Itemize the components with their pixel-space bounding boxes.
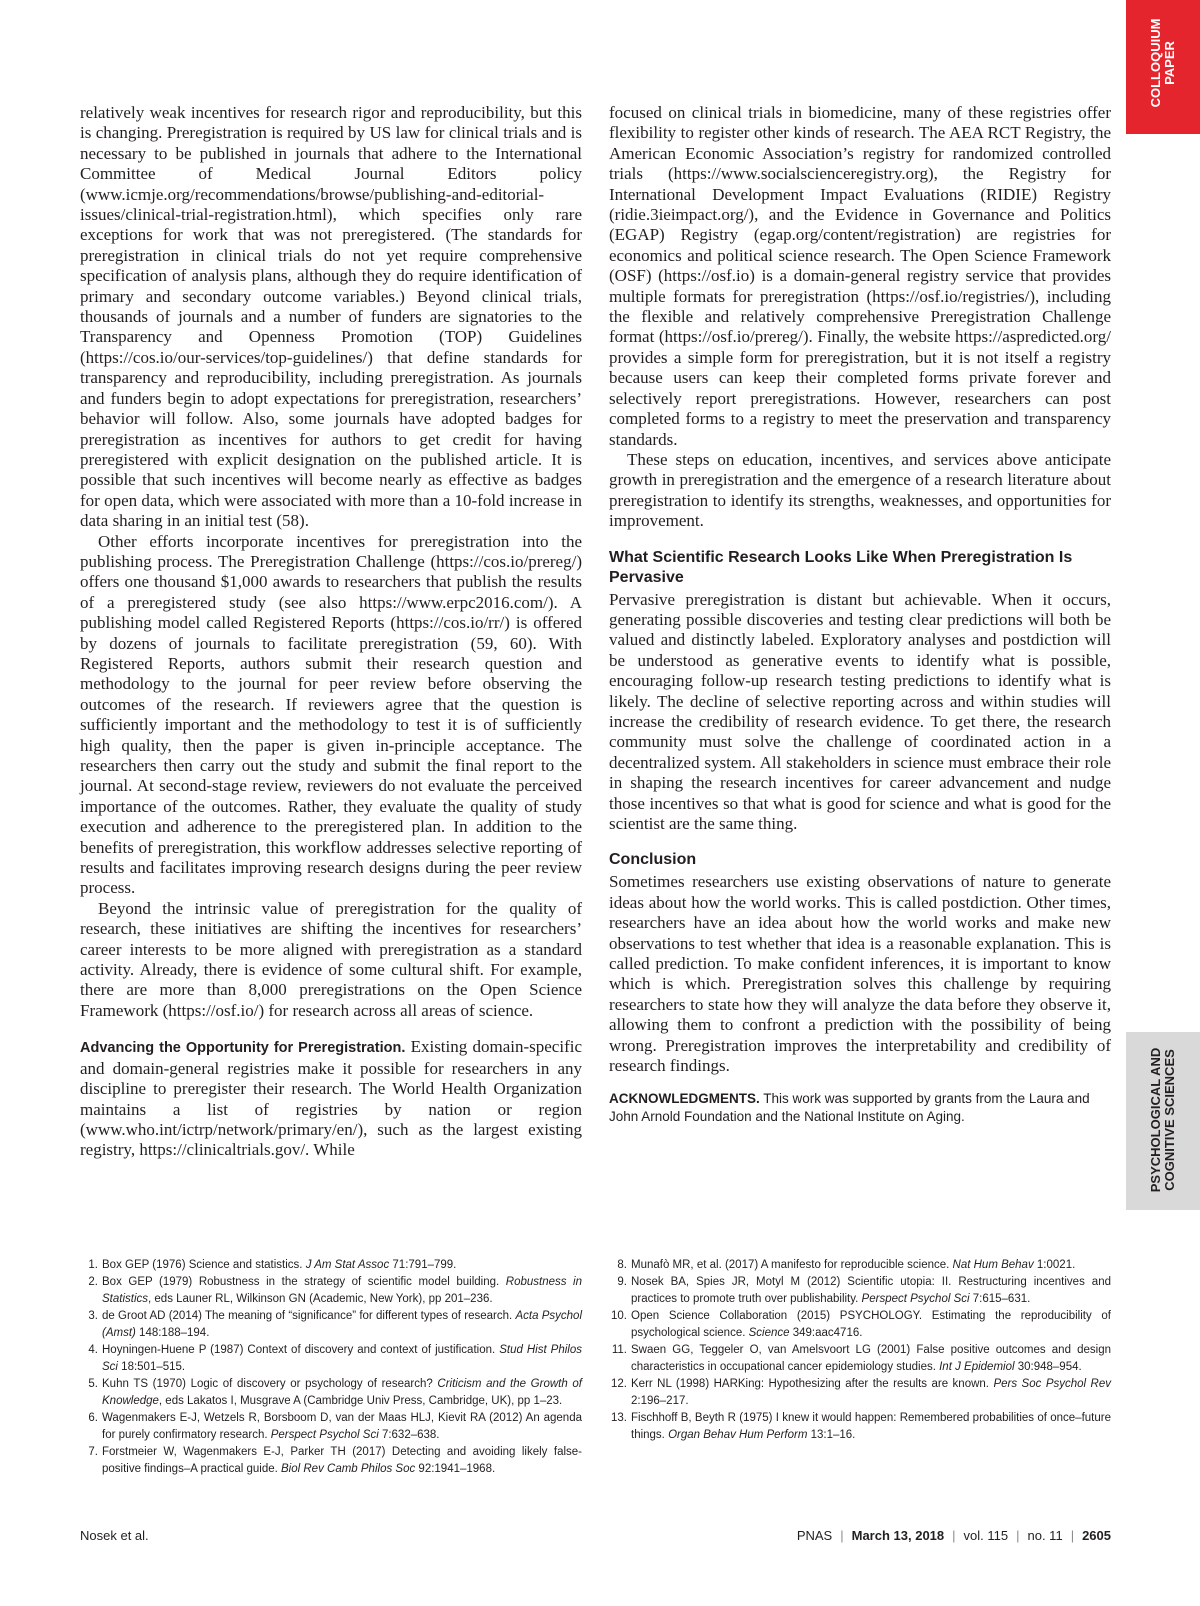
reference-item: 2. Box GEP (1979) Robustness in the strategy of scientific model building. Robustness in Statistics, eds Launer RL, Wilkinson GN (Academic, New York), pp 201–236.: [88, 1276, 583, 1305]
reference-item: 7. Forstmeier W, Wagenmakers E-J, Parker TH (2017) Detecting and avoiding likely false-positive findings–A practical guide. Biol Rev Camb Philos Soc 92:1941–1968.: [88, 1446, 582, 1475]
references-left: [80, 1257, 582, 1478]
reference-item: 8. Munafò MR, et al. (2017) A manifesto for reproducible science. Nat Hum Behav 1:0021.: [617, 1259, 1076, 1271]
reference-item: 6. Wagenmakers E-J, Wetzels R, Borsboom D, van der Maas HLJ, Kievit RA (2012) An agenda for purely confirmatory research. Perspect Psychol Sci 7:632–638.: [88, 1412, 582, 1441]
issue-number: no. 11: [1027, 1528, 1063, 1543]
body-paragraph: Sometimes researchers use existing observations of nature to generate ideas about how the world works. This is called postdiction. Other times, researchers have an idea about how the world works and make new observations to test whether that idea is a reasonable explanation. This is called prediction. To make confident inferences, it is important to know which is which. Preregistration solves this challenge by requiring researchers to state how they will analyze the data before they observe it, allowing them to confront a prediction with the possibility of being wrong. Preregistration improves the interpretability and credibility of research findings.: [609, 872, 1111, 1076]
reference-item: 9. Nosek BA, Spies JR, Motyl M (2012) Scientific utopia: II. Restructuring incentives and practices to promote truth over publishability. Perspect Psychol Sci 7:615–631.: [617, 1276, 1111, 1305]
runin-heading: Advancing the Opportunity for Preregistration.: [80, 1040, 406, 1057]
paragraph-text: Existing domain-specific and domain-general registries make it possible for researchers in any discipline to preregister their research. The World Health Organization maintains a list of registries by nation or region (www.who.int/ictrp/network/primary/en/), such as the largest existing registry, https://clinicaltrials.gov/. While: [80, 1037, 582, 1160]
body-paragraph: Pervasive preregistration is distant but achievable. When it occurs, generating possible discoveries and testing clear predictions will both be valued and distinctly labeled. Exploratory analyses and postdiction will be understood as generative events to identify what is possible, encouraging follow-up research testing predictions to identify what is likely. The decline of selective reporting across and within studies will increase the credibility of research evidence. To get there, the research community must solve the challenge of coordinated action in a decentralized system. All stakeholders in science must embrace their role in shaping the research incentives for career advancement and nudge those incentives so that what is good for science and what is good for the scientist are the same thing.: [609, 589, 1111, 833]
body-paragraph: relatively weak incentives for research rigor and reproducibility, but this is changing. Preregistration is required by US law for clinical trials and is necessary to be published in journals that adhere to the International Committee of Medical Journal Editors policy (www.icmje.org/recommendations/browse/publishing-and-editorial-issues/clinical-trial-registration.html), which specifies only rare exceptions for work that was not preregistered. (The standards for preregistration in clinical trials do not yet require comprehensive specification of analysis plans, although they do require identification of primary and secondary outcome variables.) Beyond clinical trials, thousands of journals and a number of funders are signatories to the Transparency and Openness Promotion (TOP) Guidelines (https://cos.io/our-services/top-guidelines/) that define standards for transparency and reproducibility, including preregistration. As journals and funders begin to adopt expectations for preregistration, researchers’ behavior will follow. Also, some journals have adopted badges for preregistration as incentives for authors to get credit for having preregistered with explicit designation on the published article. It is possible that such incentives will become nearly as effective as badges for open data, which were associated with more than a 10-fold increase in data sharing in an initial test (58).: [80, 103, 582, 531]
section-label: PSYCHOLOGICAL AND COGNITIVE SCIENCES: [1148, 1047, 1177, 1193]
separator: |: [1016, 1528, 1020, 1543]
body-paragraph: Beyond the intrinsic value of preregistration for the quality of research, these initiatives are shifting the incentives for researchers’ career interests to be more aligned with preregistration as a standard activity. Already, there is evidence of some cultural shift. For example, there are more than 8,000 preregistrations on the Open Science Framework (https://osf.io/) for research across all areas of science.: [80, 898, 582, 1020]
reference-item: 4. Hoyningen-Huene P (1987) Context of discovery and context of justification. Stud Hist Philos Sci 18:501–515.: [88, 1344, 582, 1373]
section-heading: What Scientific Research Looks Like When Preregistration Is Pervasive: [609, 548, 1073, 586]
volume: vol. 115: [963, 1528, 1009, 1543]
left-column: [80, 103, 582, 1161]
body-paragraph: focused on clinical trials in biomedicine, many of these registries offer flexibility to register other kinds of research. The AEA RCT Registry, the American Economic Association’s registry for randomized controlled trials (https://www.socialscienceregistry.org), the Registry for International Development Impact Evaluations (RIDIE) Registry (ridie.3ieimpact.org/), and the Evidence in Governance and Politics (EGAP) Registry (egap.org/content/registration) are registries for economics and political science research. The Open Science Framework (OSF) (https://osf.io) is a domain-general registry service that provides multiple formats for preregistration (https://osf.io/registries/), including the flexible and relatively comprehensive Preregistration Challenge format (https://osf.io/prereg/). Finally, the website https://aspredicted.org/ provides a simple form for preregistration, but it is not itself a registry because users can keep their completed forms private forever and selectively report preregistrations. However, researchers can post completed forms to a registry to meet the preservation and transparency standards.: [609, 103, 1111, 449]
issue-date: March 13, 2018: [851, 1528, 945, 1543]
body-paragraph: These steps on education, incentives, and services above anticipate growth in preregistration and the emergence of a research literature about preregistration to identify its strengths, weaknesses, and opportunities for improvement.: [609, 449, 1111, 531]
reference-item: 3. de Groot AD (2014) The meaning of “significance” for different types of research. Acta Psychol (Amst) 148:188–194.: [88, 1310, 582, 1339]
reference-item: 11. Swaen GG, Teggeler O, van Amelsvoort LG (2001) False positive outcomes and design characteristics in occupational cancer epidemiology studies. Int J Epidemiol 30:948–954.: [611, 1344, 1111, 1373]
body-paragraph: [80, 1037, 582, 1160]
page-number: 2605: [1082, 1528, 1111, 1543]
separator: |: [952, 1528, 956, 1543]
reference-item: 12. Kerr NL (1998) HARKing: Hypothesizing after the results are known. Pers Soc Psychol Rev 2:196–217.: [611, 1378, 1111, 1407]
reference-item: 13. Fischhoff B, Beyth R (1975) I knew it would happen: Remembered probabilities of once–future things. Organ Behav Hum Perform 13:1–16.: [611, 1412, 1111, 1441]
reference-item: 1. Box GEP (1976) Science and statistics. J Am Stat Assoc 71:791–799.: [88, 1259, 457, 1271]
right-column: [609, 103, 1111, 1126]
body-paragraph: Other efforts incorporate incentives for preregistration into the publishing process. The Preregistration Challenge (https://cos.io/prereg/) offers one thousand $1,000 awards to researchers that publish the results of a preregistered study (see also https://www.erpc2016.com/). A publishing model called Registered Reports (https://cos.io/rr/) is offered by dozens of journals to facilitate preregistration (59, 60). With Registered Reports, authors submit their research question and methodology to the journal for peer review before observing the outcomes of the research. If reviewers agree that the question is sufficiently important and the methodology to test it is of sufficiently high quality, then the paper is given in-principle acceptance. The researchers then carry out the study and submit the final report to the journal. At second-stage review, reviewers do not evaluate the perceived importance of the outcomes. Rather, they evaluate the quality of study execution and adherence to the preregistered plan. In addition to the benefits of preregistration, this workflow addresses selective reporting of results and facilitates improving research designs during the peer review process.: [80, 531, 582, 898]
journal-name: PNAS: [796, 1528, 833, 1543]
colloquium-paper-label: COLLOQUIUM PAPER: [1148, 18, 1177, 108]
reference-item: 5. Kuhn TS (1970) Logic of discovery or psychology of research? Criticism and the Growth of Knowledge, eds Lakatos I, Musgrave A (Cambridge Univ Press, Cambridge, UK), pp 1–23.: [88, 1378, 582, 1407]
acknowledgments: [609, 1090, 1111, 1126]
footer-citation: [797, 1528, 1111, 1543]
references-right: [609, 1257, 1111, 1444]
separator: |: [1070, 1528, 1075, 1543]
section-heading: Conclusion: [609, 851, 697, 869]
separator: |: [840, 1528, 844, 1543]
acknowledgments-label: ACKNOWLEDGMENTS.: [609, 1091, 760, 1107]
acknowledgments-text: This work was supported by grants from the Laura and John Arnold Foundation and the National Institute on Aging.: [609, 1091, 1090, 1125]
reference-item: 10. Open Science Collaboration (2015) PSYCHOLOGY. Estimating the reproducibility of psychological science. Science 349:aac4716.: [611, 1310, 1111, 1339]
footer-authors: Nosek et al.: [80, 1528, 149, 1543]
